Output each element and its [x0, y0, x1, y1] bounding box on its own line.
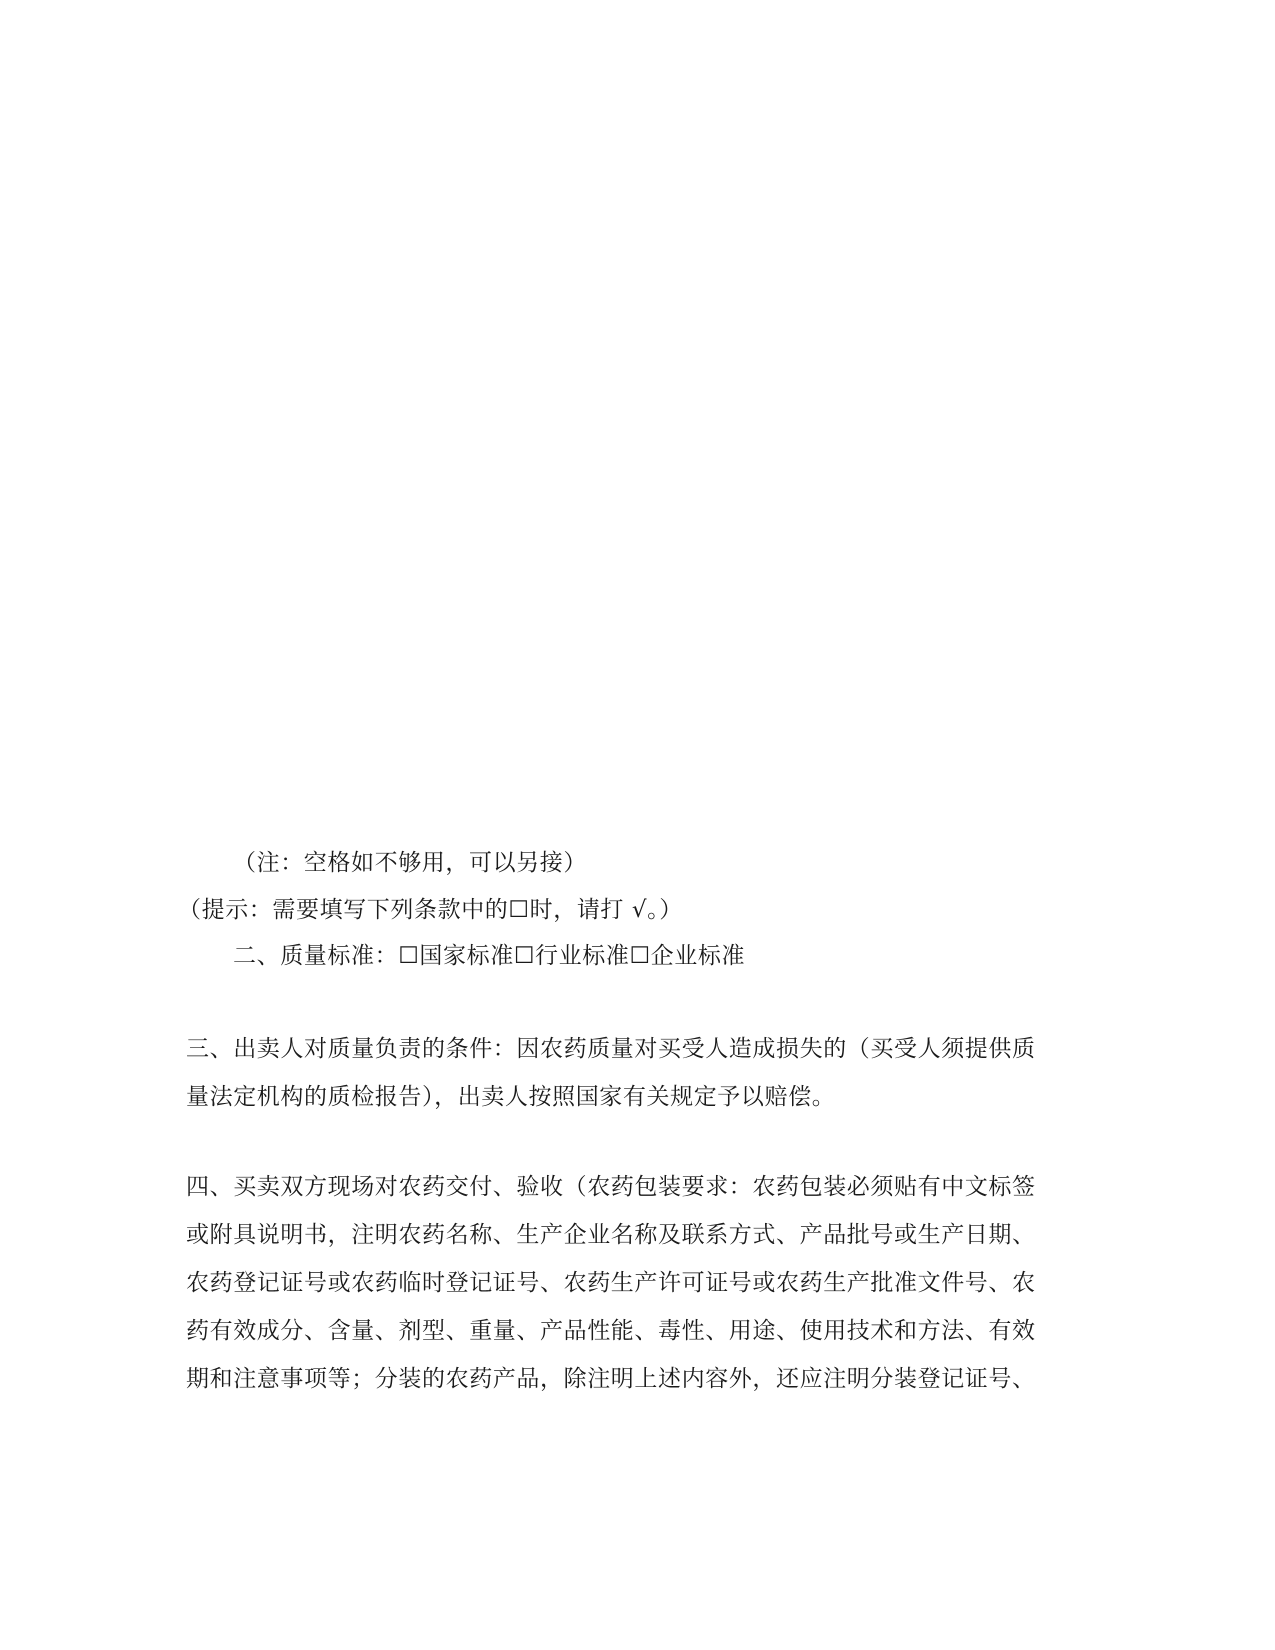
clause-3-line: 三、出卖人对质量负责的条件：因农药质量对买受人造成损失的（买受人须提供质	[186, 1036, 1036, 1062]
clause-2-quality-standard: 二、质量标准：☐国家标准☐行业标准☐企业标准	[233, 943, 746, 969]
clause-4-line: 四、买卖双方现场对农药交付、验收（农药包装要求：农药包装必须贴有中文标签	[186, 1174, 1036, 1200]
clause-4-line: 药有效成分、含量、剂型、重量、产品性能、毒性、用途、使用技术和方法、有效	[186, 1318, 1036, 1344]
note-space-text: （注：空格如不够用，可以另接）	[233, 850, 587, 876]
clause-4-line: 农药登记证号或农药临时登记证号、农药生产许可证号或农药生产批准文件号、农	[186, 1270, 1036, 1296]
clause-4-line: 期和注意事项等；分装的农药产品，除注明上述内容外，还应注明分装登记证号、	[186, 1366, 1036, 1392]
clause-3-paragraph	[186, 1025, 1086, 1121]
clause-4-line: 或附具说明书，注明农药名称、生产企业名称及联系方式、产品批号或生产日期、	[186, 1222, 1036, 1248]
clause-4-paragraph	[186, 1163, 1086, 1403]
clause-3-line: 量法定机构的质检报告），出卖人按照国家有关规定予以赔偿。	[186, 1084, 836, 1110]
hint-text: （提示：需要填写下列条款中的☐时，请打 √。）	[178, 897, 683, 923]
